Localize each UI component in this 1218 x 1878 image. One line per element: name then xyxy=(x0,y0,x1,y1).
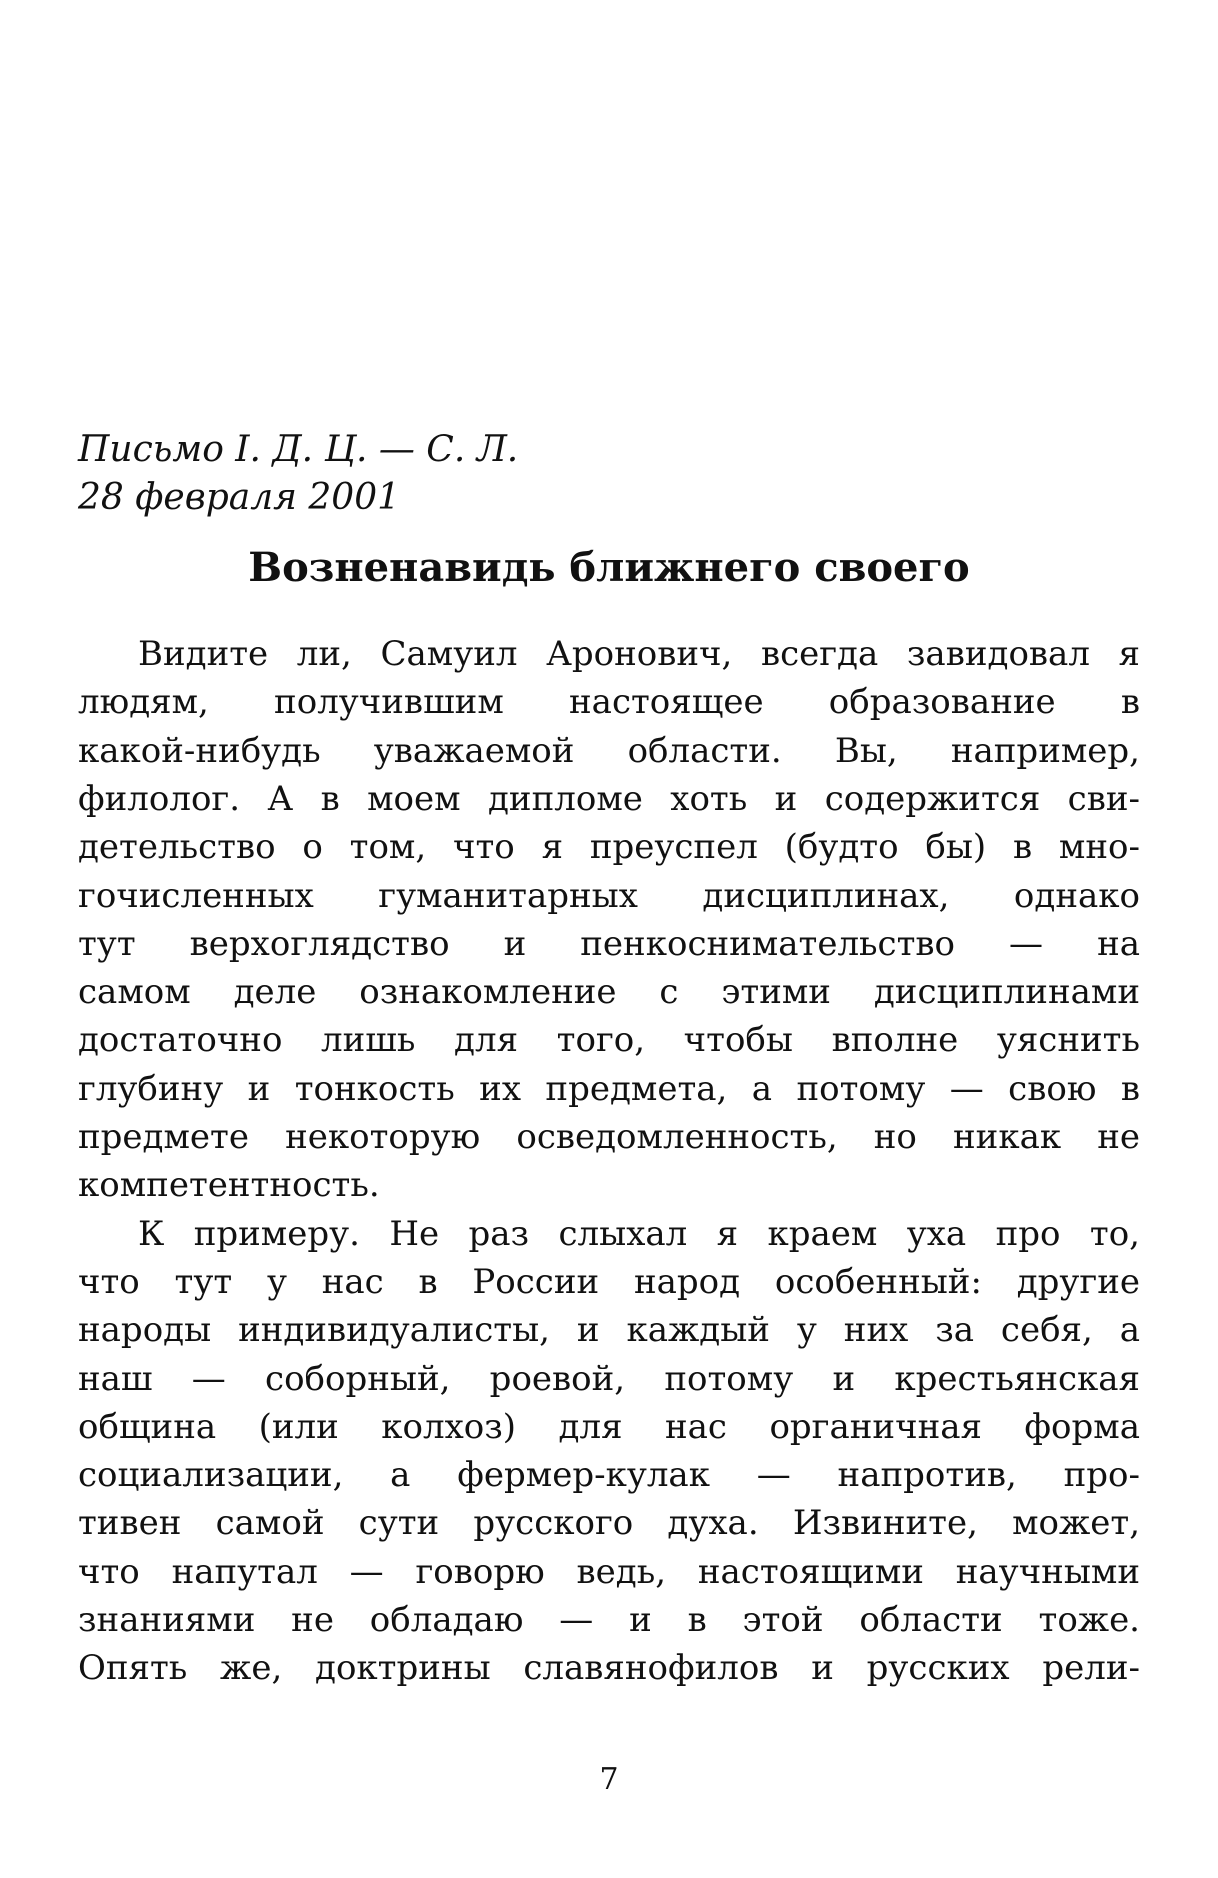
text-line: людям, получившим настоящее образование в xyxy=(78,682,1140,723)
text-line: социализации, а фермер-кулак — напротив, про- xyxy=(78,1455,1140,1496)
text-line: наш — соборный, роевой, потому и крестьянская xyxy=(78,1358,1140,1399)
text-line: тивен самой сути русского духа. Извините, может, xyxy=(78,1503,1140,1544)
letter-date: 28 февраля 2001 xyxy=(78,477,401,518)
page-number: 7 xyxy=(599,1762,619,1797)
text-line: гочисленных гуманитарных дисциплинах, однако xyxy=(78,875,1140,916)
text-line: К примеру. Не раз слыхал я краем уха про то, xyxy=(138,1213,1140,1254)
text-line: детельство о том, что я преуспел (будто бы) в мно- xyxy=(78,827,1140,868)
text-line: какой-нибудь уважаемой области. Вы, например, xyxy=(78,730,1140,771)
text-line: знаниями не обладаю — и в этой области тоже. xyxy=(78,1600,1140,1640)
text-line: компетентность. xyxy=(78,1165,380,1206)
text-line: Опять же, доктрины славянофилов и русских рели- xyxy=(78,1648,1140,1689)
text-line: что напутал — говорю ведь, настоящими научными xyxy=(78,1551,1140,1592)
text-line: народы индивидуалисты, и каждый у них за себя, а xyxy=(78,1310,1140,1351)
text-line: Видите ли, Самуил Аронович, всегда завидовал я xyxy=(138,634,1140,674)
text-line: предмете некоторую осведомленность, но никак не xyxy=(78,1117,1140,1157)
text-line: община (или колхоз) для нас органичная форма xyxy=(78,1406,1140,1447)
chapter-title: Возненавидь ближнего своего xyxy=(248,544,970,591)
text-line: что тут у нас в России народ особенный: другие xyxy=(78,1261,1140,1302)
text-line: достаточно лишь для того, чтобы вполне уяснить xyxy=(78,1020,1140,1061)
text-line: самом деле ознакомление с этими дисциплинами xyxy=(78,972,1140,1013)
text-line: глубину и тонкость их предмета, а потому — свою в xyxy=(78,1068,1140,1109)
text-line: филолог. А в моем дипломе хоть и содержится сви- xyxy=(78,778,1140,819)
letter-heading: Письмо І. Д. Ц. — С. Л. xyxy=(78,429,519,470)
text-line: тут верхоглядство и пенкоснимательство — на xyxy=(78,923,1140,964)
